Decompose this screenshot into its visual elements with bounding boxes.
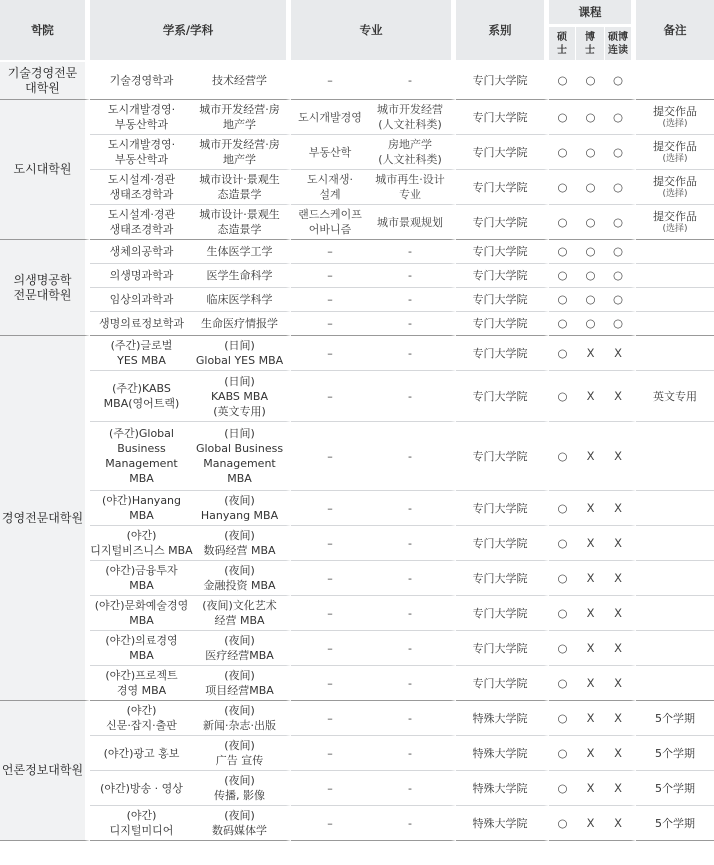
division: 专门大学院 (456, 336, 549, 371)
major-korean: – (291, 631, 369, 666)
dept-chinese: 临床医学科学 (193, 288, 291, 312)
table-row (0, 526, 714, 561)
doctor-mark: X (576, 666, 605, 701)
major-korean: – (291, 771, 369, 806)
table-row (0, 371, 714, 422)
master-mark: ○ (549, 491, 576, 526)
doctor-mark: ○ (576, 100, 605, 135)
note-text: 5个学期 (655, 781, 696, 795)
dept-korean: (야간)Hanyang MBA (90, 491, 193, 526)
dept-chinese: 城市开发经营·房 地产学 (193, 135, 291, 170)
division: 特殊大学院 (456, 736, 549, 771)
header-master: 硕 士 (549, 26, 576, 62)
master-mark: ○ (549, 264, 576, 288)
table-row (0, 771, 714, 806)
dept-chinese: (日间) KABS MBA (英文专用) (193, 371, 291, 422)
note-cell (636, 596, 714, 631)
division: 专门大学院 (456, 170, 549, 205)
major-korean: – (291, 701, 369, 736)
table-row (0, 312, 714, 336)
master-mark: ○ (549, 561, 576, 596)
major-korean: – (291, 62, 369, 100)
note-cell (636, 336, 714, 371)
table-row (0, 264, 714, 288)
table-row (0, 170, 714, 205)
combined-mark: X (605, 596, 636, 631)
doctor-mark: X (576, 701, 605, 736)
master-mark: ○ (549, 135, 576, 170)
major-chinese: - (369, 666, 456, 701)
note-text: 提交作品 (653, 105, 698, 118)
combined-mark: ○ (605, 170, 636, 205)
dept-korean: (야간)방송 · 영상 (90, 771, 193, 806)
doctor-mark: X (576, 736, 605, 771)
college-name: 의생명공학 전문대학원 (0, 240, 90, 336)
master-mark: ○ (549, 312, 576, 336)
dept-korean: 도시개발경영· 부동산학과 (90, 135, 193, 170)
division: 特殊大学院 (456, 771, 549, 806)
dept-chinese: (夜间)文化艺术 经营 MBA (193, 596, 291, 631)
table-row (0, 561, 714, 596)
division: 专门大学院 (456, 666, 549, 701)
master-mark: ○ (549, 701, 576, 736)
note-subtext: (选择) (662, 224, 688, 234)
dept-korean: (야간)금융투자 MBA (90, 561, 193, 596)
major-chinese: - (369, 736, 456, 771)
dept-chinese: 医学生命科学 (193, 264, 291, 288)
major-chinese: - (369, 561, 456, 596)
major-korean: 부동산학 (291, 135, 369, 170)
major-chinese: - (369, 312, 456, 336)
division: 专门大学院 (456, 371, 549, 422)
division: 专门大学院 (456, 288, 549, 312)
dept-korean: (주간)Global Business Management MBA (90, 422, 193, 491)
master-mark: ○ (549, 62, 576, 100)
note-text: 5个学期 (655, 711, 696, 725)
major-korean: – (291, 288, 369, 312)
dept-chinese: 城市开发经营·房 地产学 (193, 100, 291, 135)
dept-chinese: (夜间) 数码经营 MBA (193, 526, 291, 561)
dept-chinese: (日间) Global YES MBA (193, 336, 291, 371)
doctor-mark: ○ (576, 288, 605, 312)
note-cell (636, 312, 714, 336)
doctor-mark: X (576, 371, 605, 422)
combined-mark: X (605, 631, 636, 666)
division: 专门大学院 (456, 312, 549, 336)
dept-korean: (야간) 디지털비즈니스 MBA (90, 526, 193, 561)
major-chinese: - (369, 371, 456, 422)
master-mark: ○ (549, 170, 576, 205)
college-name: 경영전문대학원 (0, 336, 90, 701)
division: 专门大学院 (456, 135, 549, 170)
dept-korean: 생체의공학과 (90, 240, 193, 264)
major-korean: – (291, 422, 369, 491)
combined-mark: ○ (605, 288, 636, 312)
note-cell (636, 135, 714, 170)
division: 专门大学院 (456, 631, 549, 666)
table-row (0, 491, 714, 526)
doctor-mark: X (576, 491, 605, 526)
combined-mark: ○ (605, 240, 636, 264)
header-course: 课程 (549, 0, 636, 26)
header-dept: 学系/学科 (90, 0, 291, 62)
doctor-mark: ○ (576, 312, 605, 336)
division: 专门大学院 (456, 491, 549, 526)
dept-korean: 생명의료정보학과 (90, 312, 193, 336)
note-cell (636, 631, 714, 666)
dept-chinese: 生体医学工学 (193, 240, 291, 264)
combined-mark: ○ (605, 312, 636, 336)
major-korean: – (291, 371, 369, 422)
note-subtext: (选择) (662, 119, 688, 129)
combined-mark: X (605, 701, 636, 736)
major-chinese: - (369, 240, 456, 264)
table-row (0, 631, 714, 666)
doctor-mark: X (576, 806, 605, 841)
major-chinese: - (369, 336, 456, 371)
combined-mark: X (605, 561, 636, 596)
dept-chinese: 城市设计·景观生 态造景学 (193, 205, 291, 240)
major-chinese: 城市再生·设计 专业 (369, 170, 456, 205)
major-chinese: - (369, 422, 456, 491)
dept-chinese: (日间) Global Business Management MBA (193, 422, 291, 491)
dept-korean: 임상의과학과 (90, 288, 193, 312)
dept-korean: 의생명과학과 (90, 264, 193, 288)
note-subtext: (选择) (662, 154, 688, 164)
doctor-mark: X (576, 771, 605, 806)
major-korean: 도시재생· 설계 (291, 170, 369, 205)
dept-chinese: (夜间) Hanyang MBA (193, 491, 291, 526)
note-cell (636, 422, 714, 491)
major-korean: – (291, 806, 369, 841)
major-korean: – (291, 596, 369, 631)
division: 专门大学院 (456, 205, 549, 240)
dept-korean: 도시설계·경관 생태조경학과 (90, 205, 193, 240)
note-cell (636, 701, 714, 736)
master-mark: ○ (549, 806, 576, 841)
note-cell (636, 371, 714, 422)
major-korean: – (291, 312, 369, 336)
master-mark: ○ (549, 666, 576, 701)
master-mark: ○ (549, 736, 576, 771)
major-korean: – (291, 666, 369, 701)
division: 专门大学院 (456, 561, 549, 596)
table-body (0, 62, 714, 841)
division: 专门大学院 (456, 596, 549, 631)
header-major: 专业 (291, 0, 456, 62)
dept-korean: 도시개발경영· 부동산학과 (90, 100, 193, 135)
note-cell (636, 240, 714, 264)
major-chinese: - (369, 491, 456, 526)
college-name: 언론정보대학원 (0, 701, 90, 841)
doctor-mark: ○ (576, 264, 605, 288)
combined-mark: ○ (605, 264, 636, 288)
note-cell (636, 264, 714, 288)
doctor-mark: X (576, 596, 605, 631)
note-cell (636, 666, 714, 701)
doctor-mark: ○ (576, 240, 605, 264)
major-korean: – (291, 561, 369, 596)
major-chinese: 城市开发经营 (人文社科类) (369, 100, 456, 135)
division: 专门大学院 (456, 240, 549, 264)
table-row (0, 666, 714, 701)
note-cell (636, 170, 714, 205)
dept-korean: (야간)의료경영 MBA (90, 631, 193, 666)
table-row (0, 336, 714, 371)
major-chinese: - (369, 701, 456, 736)
table-row (0, 240, 714, 264)
master-mark: ○ (549, 596, 576, 631)
note-text: 提交作品 (653, 175, 698, 188)
master-mark: ○ (549, 205, 576, 240)
dept-korean: (야간)광고 홍보 (90, 736, 193, 771)
master-mark: ○ (549, 288, 576, 312)
table-row (0, 422, 714, 491)
dept-chinese: (夜间) 数码媒体学 (193, 806, 291, 841)
master-mark: ○ (549, 631, 576, 666)
dept-chinese: 城市设计·景观生 态造景学 (193, 170, 291, 205)
note-cell (636, 771, 714, 806)
doctor-mark: X (576, 336, 605, 371)
dept-korean: (주간)KABS MBA(영어트랙) (90, 371, 193, 422)
dept-korean: (야간)프로젝트 경영 MBA (90, 666, 193, 701)
master-mark: ○ (549, 526, 576, 561)
table-row (0, 100, 714, 135)
dept-korean: 도시설계·경관 생태조경학과 (90, 170, 193, 205)
dept-chinese: (夜间) 项目经营MBA (193, 666, 291, 701)
header-doctor: 博 士 (576, 26, 605, 62)
dept-korean: 기술경영학과 (90, 62, 193, 100)
note-text: 英文专用 (653, 389, 698, 403)
table-row (0, 135, 714, 170)
major-chinese: 城市景观规划 (369, 205, 456, 240)
major-chinese: - (369, 596, 456, 631)
table-row (0, 205, 714, 240)
combined-mark: ○ (605, 100, 636, 135)
division: 专门大学院 (456, 422, 549, 491)
master-mark: ○ (549, 240, 576, 264)
header-college: 학院 (0, 0, 90, 62)
doctor-mark: X (576, 422, 605, 491)
table-row (0, 701, 714, 736)
note-cell (636, 288, 714, 312)
note-cell (636, 100, 714, 135)
note-text: 5个学期 (655, 816, 696, 830)
master-mark: ○ (549, 771, 576, 806)
major-korean: 랜드스케이프 어바니즘 (291, 205, 369, 240)
combined-mark: ○ (605, 62, 636, 100)
note-cell (636, 806, 714, 841)
combined-mark: ○ (605, 135, 636, 170)
major-chinese: 房地产学 (人文社科类) (369, 135, 456, 170)
major-korean: – (291, 736, 369, 771)
doctor-mark: X (576, 631, 605, 666)
doctor-mark: X (576, 561, 605, 596)
note-text: 提交作品 (653, 210, 698, 223)
doctor-mark: ○ (576, 135, 605, 170)
combined-mark: X (605, 771, 636, 806)
header-note: 备注 (636, 0, 714, 62)
major-korean: – (291, 526, 369, 561)
combined-mark: X (605, 422, 636, 491)
note-cell (636, 491, 714, 526)
note-cell (636, 736, 714, 771)
college-name: 기술경영전문 대학원 (0, 62, 90, 100)
note-text: 5个学期 (655, 746, 696, 760)
dept-chinese: (夜间) 金融投资 MBA (193, 561, 291, 596)
table-row (0, 806, 714, 841)
dept-chinese: 技术经营学 (193, 62, 291, 100)
doctor-mark: X (576, 526, 605, 561)
master-mark: ○ (549, 371, 576, 422)
note-cell (636, 62, 714, 100)
header-division: 系别 (456, 0, 549, 62)
table-row (0, 288, 714, 312)
note-cell (636, 205, 714, 240)
major-chinese: - (369, 288, 456, 312)
division: 专门大学院 (456, 264, 549, 288)
combined-mark: X (605, 526, 636, 561)
combined-mark: X (605, 736, 636, 771)
note-text: 提交作品 (653, 140, 698, 153)
division: 特殊大学院 (456, 701, 549, 736)
table-row (0, 736, 714, 771)
doctor-mark: ○ (576, 205, 605, 240)
dept-chinese: (夜间) 广告 宣传 (193, 736, 291, 771)
college-name: 도시대학원 (0, 100, 90, 240)
note-cell (636, 526, 714, 561)
doctor-mark: ○ (576, 62, 605, 100)
dept-chinese: (夜间) 新闻·杂志·出版 (193, 701, 291, 736)
combined-mark: X (605, 371, 636, 422)
major-chinese: - (369, 631, 456, 666)
note-cell (636, 561, 714, 596)
division: 专门大学院 (456, 62, 549, 100)
major-chinese: - (369, 264, 456, 288)
major-chinese: - (369, 62, 456, 100)
major-chinese: - (369, 526, 456, 561)
table-row (0, 596, 714, 631)
note-subtext: (选择) (662, 189, 688, 199)
major-korean: – (291, 336, 369, 371)
major-chinese: - (369, 806, 456, 841)
master-mark: ○ (549, 100, 576, 135)
division: 专门大学院 (456, 526, 549, 561)
combined-mark: X (605, 336, 636, 371)
major-korean: – (291, 264, 369, 288)
major-korean: 도시개발경영 (291, 100, 369, 135)
major-korean: – (291, 491, 369, 526)
dept-korean: (야간) 신문·잡지·출판 (90, 701, 193, 736)
dept-chinese: (夜间) 医疗经营MBA (193, 631, 291, 666)
dept-chinese: (夜间) 传播, 影像 (193, 771, 291, 806)
major-chinese: - (369, 771, 456, 806)
header-combined: 硕博 连读 (605, 26, 636, 62)
combined-mark: ○ (605, 205, 636, 240)
dept-korean: (야간) 디지털미디어 (90, 806, 193, 841)
division: 特殊大学院 (456, 806, 549, 841)
division: 专门大学院 (456, 100, 549, 135)
master-mark: ○ (549, 422, 576, 491)
doctor-mark: ○ (576, 170, 605, 205)
combined-mark: X (605, 666, 636, 701)
dept-korean: (주간)글로벌 YES MBA (90, 336, 193, 371)
table-row (0, 62, 714, 100)
combined-mark: X (605, 491, 636, 526)
major-korean: – (291, 240, 369, 264)
dept-korean: (야간)문화예술경영 MBA (90, 596, 193, 631)
master-mark: ○ (549, 336, 576, 371)
combined-mark: X (605, 806, 636, 841)
dept-chinese: 生命医疗情报学 (193, 312, 291, 336)
